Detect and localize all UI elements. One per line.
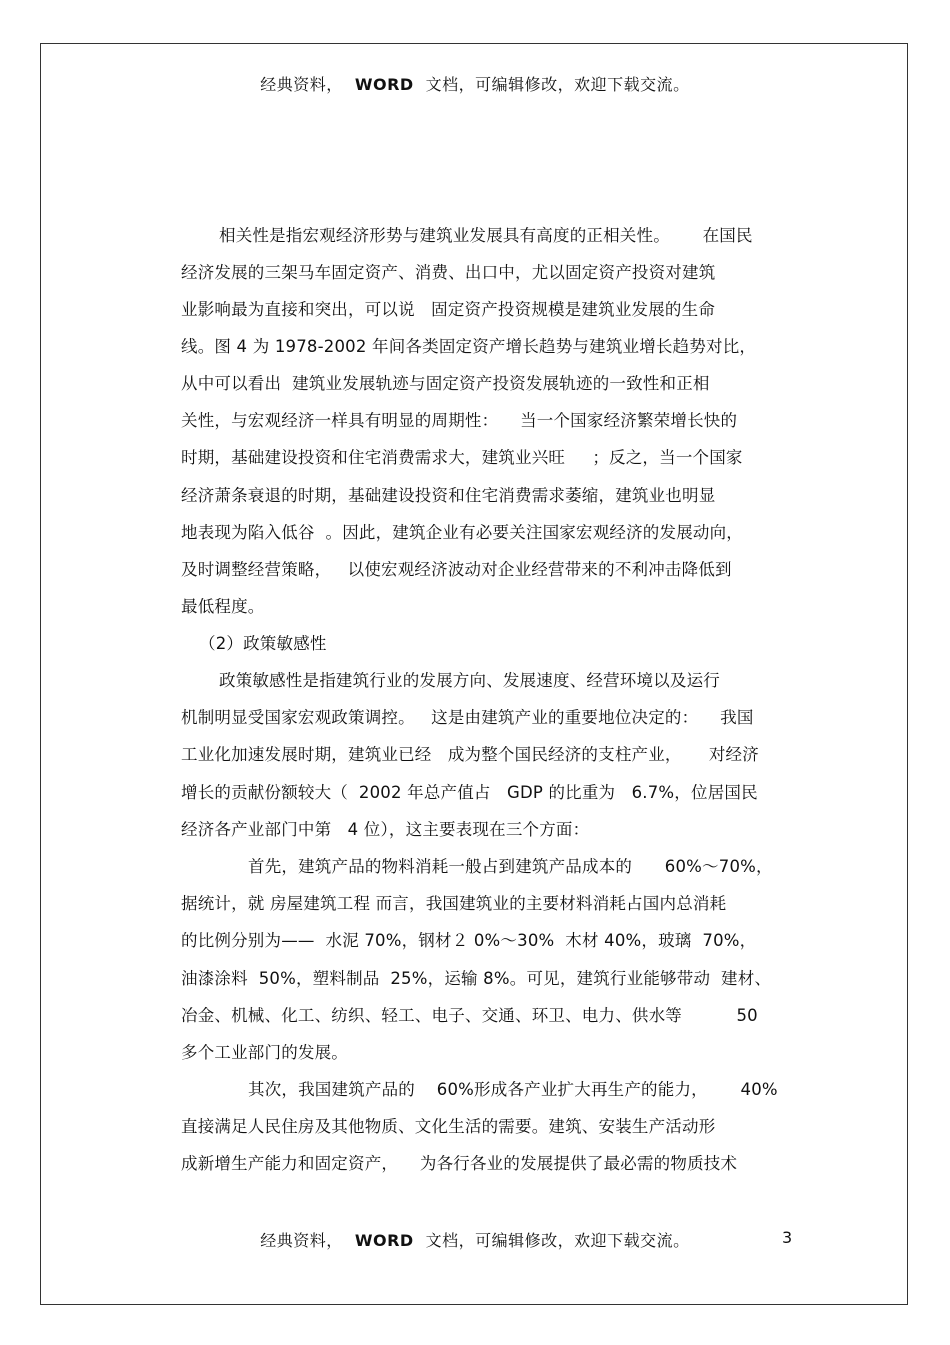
page-footer (0, 1228, 950, 1251)
text-line: 其次，我国建筑产品的 60%形成各产业扩大再生产的能力， 40% (248, 1080, 778, 1099)
header-word: WORD (354, 75, 414, 94)
footer-word: WORD (354, 1231, 414, 1250)
text-line: 经济各产业部门中第 4 位），这主要表现在三个方面： (181, 820, 590, 839)
text-line: 地表现为陷入低谷 。因此，建筑企业有必要关注国家宏观经济的发展动向， (181, 523, 743, 542)
text-line: 机制明显受国家宏观政策调控。 这是由建筑产业的重要地位决定的： 我国 (181, 708, 754, 727)
text-line: 经济萧条衰退的时期，基础建设投资和住宅消费需求萎缩，建筑业也明显 (181, 486, 716, 505)
text-line: 直接满足人民住房及其他物质、文化生活的需要。建筑、安装生产活动形 (181, 1117, 716, 1136)
text-line: 据统计，就 房屋建筑工程 而言，我国建筑业的主要材料消耗占国内总消耗 (181, 894, 727, 913)
text-line: 冶金、机械、化工、纺织、轻工、电子、交通、环卫、电力、供水等 50 (181, 1006, 758, 1025)
text-line: 经济发展的三架马车固定资产、消费、出口中，尤以固定资产投资对建筑 (181, 263, 716, 282)
header-text-pre: 经典资料， (260, 75, 343, 94)
text-line: 油漆涂料 50%，塑料制品 25%，运输 8%。可见，建筑行业能够带动 建材、 (181, 969, 772, 988)
text-line: 关性，与宏观经济一样具有明显的周期性： 当一个国家经济繁荣增长快的 (181, 411, 738, 430)
text-line: 首先，建筑产品的物料消耗一般占到建筑产品成本的 60%～70%， (248, 857, 773, 876)
text-line: 相关性是指宏观经济形势与建筑业发展具有高度的正相关性。 在国民 (219, 226, 753, 245)
text-line: 最低程度。 (181, 597, 265, 616)
footer-text-post: 文档，可编辑修改，欢迎下载交流。 (425, 1231, 690, 1250)
text-line: 成新增生产能力和固定资产， 为各行各业的发展提供了最必需的物质技术 (181, 1154, 738, 1173)
header-text-post: 文档，可编辑修改，欢迎下载交流。 (425, 75, 690, 94)
text-line: 的比例分别为—— 水泥 70%，钢材２ 0%～30% 木材 40%，玻璃 70%， (181, 931, 757, 950)
text-line: 增长的贡献份额较大（ 2002 年总产值占 GDP 的比重为 6.7%，位居国民 (181, 783, 758, 802)
text-line: 时期，基础建设投资和住宅消费需求大，建筑业兴旺 ；反之，当一个国家 (181, 448, 743, 467)
section-heading: （2）政策敏感性 (199, 634, 327, 653)
footer-text-pre: 经典资料， (260, 1231, 343, 1250)
text-line: 政策敏感性是指建筑行业的发展方向、发展速度、经营环境以及运行 (219, 671, 720, 690)
page-number: 3 (782, 1228, 793, 1247)
text-line: 多个工业部门的发展。 (181, 1043, 348, 1062)
text-line: 及时调整经营策略， 以使宏观经济波动对企业经营带来的不利冲击降低到 (181, 560, 732, 579)
text-line: 从中可以看出 建筑业发展轨迹与固定资产投资发展轨迹的一致性和正相 (181, 374, 710, 393)
text-line: 业影响最为直接和突出，可以说 固定资产投资规模是建筑业发展的生命 (181, 300, 716, 319)
page-header (0, 72, 950, 95)
text-line: 工业化加速发展时期，建筑业已经 成为整个国民经济的支柱产业， 对经济 (181, 745, 759, 764)
text-line: 线。图 4 为 1978-2002 年间各类固定资产增长趋势与建筑业增长趋势对比， (181, 337, 757, 356)
